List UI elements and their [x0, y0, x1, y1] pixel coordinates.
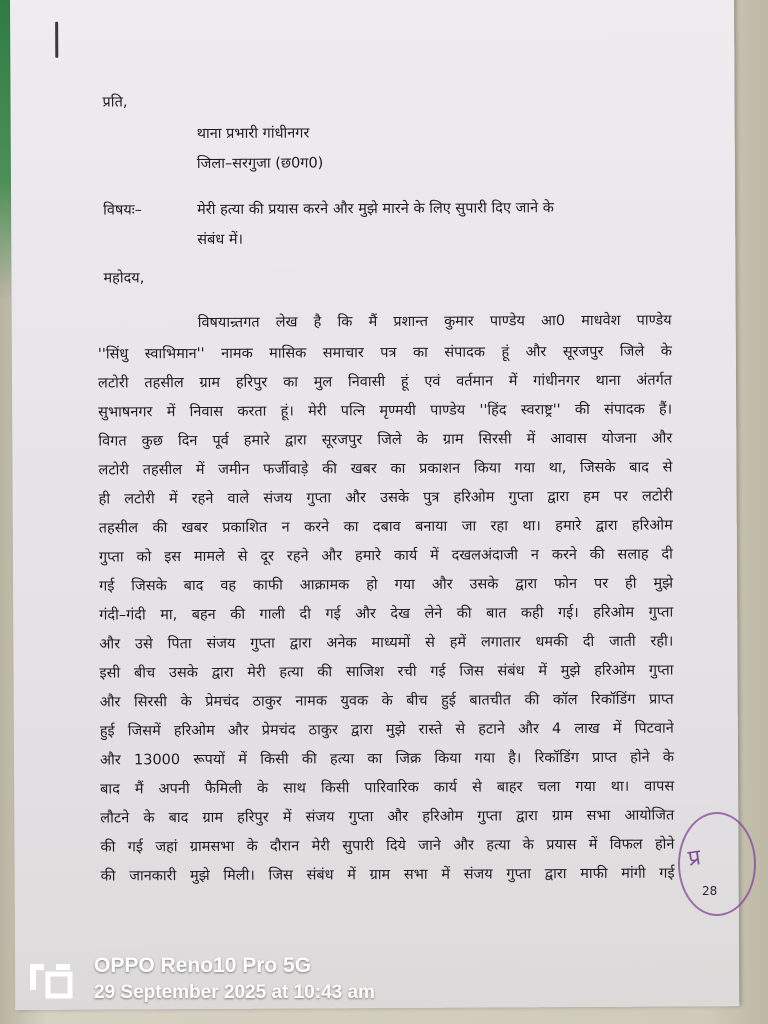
stamp-date: 28	[702, 884, 718, 898]
camera-frame-icon	[26, 960, 74, 1000]
body-line: लटोरी तहसील में जमीन फर्जीवाड़े की खबर का प्रकाशन किया गया था, जिसके बाद से	[98, 459, 673, 479]
body-line: बाद मैं अपनी फैमिली के साथ किसी पारिवारिक कार्य से बाहर चला गया था। वापस	[100, 778, 675, 798]
body-line: और सिरसी के प्रेमचंद ठाकुर नामक युवक के बीच हुई बातचीत की कॉल रिकॉडिंग प्राप्त	[99, 691, 674, 711]
watermark-device: OPPO Reno10 Pro 5G	[94, 954, 312, 977]
body-line: लटोरी तहसील ग्राम हरिपुर का मुल निवासी हूं एवं वर्तमान में गांधीनगर थाना अंतर्गत	[97, 372, 673, 392]
office-stamp	[678, 812, 756, 916]
body-line: हुई जिसमें हरिओम और प्रेमचंद ठाकुर द्वारा मुझे रास्ते से हटाने और 4 लाख में पिटवाने	[99, 720, 674, 740]
body-line: तहसील की खबर प्रकाशित न करने का दबाव बनाया जा रहा था। हमारे द्वारा हरिओम	[98, 517, 673, 537]
stamp-mark: प्र	[686, 845, 703, 872]
body-line: गुप्ता को इस मामले से दूर रहने और हमारे कार्य में दखलअंदाजी न करने की सलाह दी	[98, 546, 673, 566]
recipient-line-2: जिला–सरगुजा (छ0ग0)	[196, 155, 324, 173]
recipient-line-1: थाना प्रभारी गांधीनगर	[196, 125, 310, 143]
body-line: ही लटोरी में रहने वाले संजय गुप्ता और उसके पुत्र हरिओम गुप्ता द्वारा हम पर लटोरी	[98, 488, 673, 508]
body-line: ''सिंधु स्वाभिमान'' नामक मासिक समाचार पत्र का संपादक हूं और सूरजपुर जिले के	[97, 343, 672, 363]
greeting: महोदय,	[103, 270, 145, 287]
body-line: और उसे पिता संजय गुप्ता द्वारा अनेक माध्यमों से हमें लगातार धमकी दी जाती रही।	[99, 633, 674, 653]
subject-label: विषयः–	[103, 202, 142, 219]
subject-line-2: संबंध में।	[197, 231, 244, 249]
subject-line-1: मेरी हत्या की प्रयास करने और मुझे मारने के लिए सुपारी दिए जाने के	[197, 200, 554, 219]
body-line: विगत कुछ दिन पूर्व हमारे द्वारा सूरजपुर जिले के ग्राम सिरसी में आवास योजना और	[98, 430, 673, 450]
body-line: सुभाषनगर में निवास करता हूं। मेरी पत्नि मृण्मयी पाण्डेय ''हिंद स्वराष्ट्र'' की संपादक हैं।	[98, 401, 673, 421]
pen-mark	[55, 22, 58, 58]
body-line: की जानकारी मुझे मिली। जिस संबंध में ग्राम सभा में संजय गुप्ता द्वारा माफी मांगी गई	[100, 865, 675, 885]
body-line: इसी बीच उसके द्वारा मेरी हत्या की साजिश रची गई जिस संबंध में मुझे हरिओम गुप्ता	[99, 662, 674, 682]
body-line: गंदी–गंदी मा, बहन की गाली दी गई और देख लेने की बात कही गई। हरिओम गुप्ता	[99, 604, 674, 624]
body-line: विषयान्र्तगत लेख है कि मैं प्रशान्त कुमार पाण्डेय आ0 माधवेश पाण्डेय	[197, 312, 672, 332]
salutation-to: प्रति,	[102, 94, 128, 111]
body-line: की गई जहां ग्रामसभा के दौरान मेरी सुपारी दिये जाने और हत्या के प्रयास में विफल होने	[100, 836, 675, 856]
body-line: और 13000 रूपयों में किसी की हत्या का जिक्र किया गया है। रिकॉडिंग प्राप्त होने के	[99, 749, 675, 769]
letter-page	[10, 0, 739, 1010]
watermark-timestamp: 29 September 2025 at 10:43 am	[94, 982, 375, 1003]
body-line: गई जिसके बाद वह काफी आक्रामक हो गया और उसके द्वारा फोन पर ही मुझे	[99, 575, 674, 595]
body-line: लौटने के बाद ग्राम हरिपुर में संजय गुप्ता और हरिओम गुप्ता द्वारा ग्राम सभा आयोजित	[100, 807, 675, 827]
